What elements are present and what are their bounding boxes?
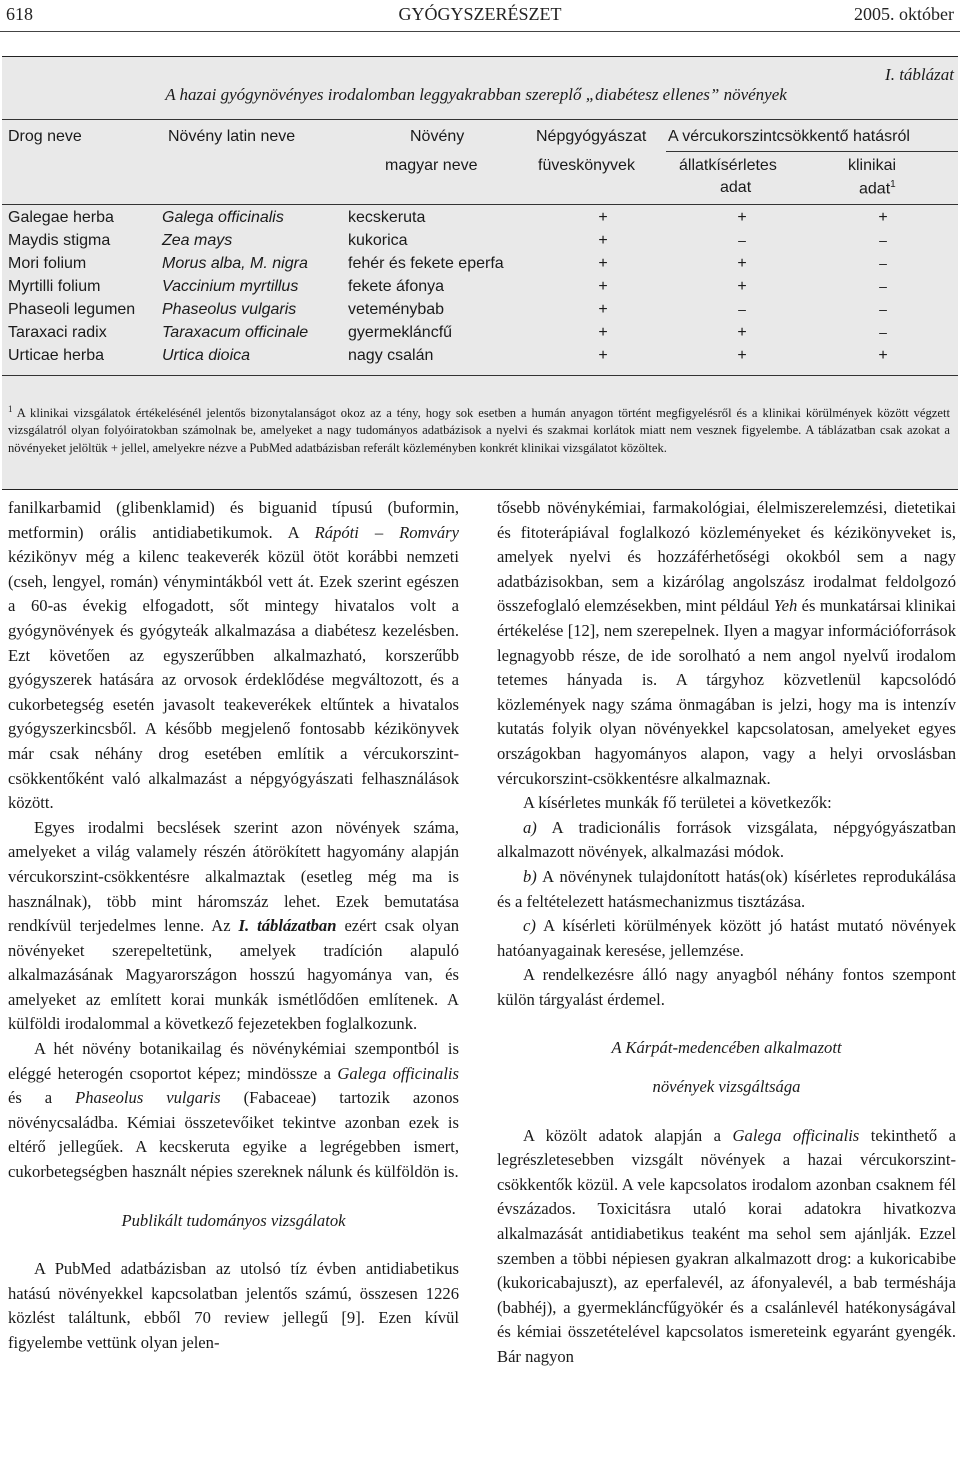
list-item: a) A tradicionális források vizsgálata, népgyógyászatban alkalmazott növények, alkalmazási módok.: [497, 817, 956, 862]
cell-drug: Mori folium: [8, 255, 87, 272]
col-head-folk-2: füveskönyvek: [538, 157, 635, 174]
cell-drug: Maydis stigma: [8, 232, 111, 249]
col-head-plant-2: magyar neve: [385, 157, 478, 174]
cell-clinical: –: [879, 324, 887, 340]
cell-latin: Morus alba, M. nigra: [162, 255, 308, 272]
cell-drug: Myrtilli folium: [8, 278, 101, 295]
paragraph: A kísérletes munkák fő területei a következők:: [523, 793, 832, 813]
right-column: [497, 496, 956, 1370]
cell-folk: +: [598, 255, 608, 272]
cell-clinical: –: [879, 278, 887, 294]
cell-hungarian: fekete áfonya: [348, 278, 445, 295]
cell-drug: Galegae herba: [8, 209, 114, 226]
cell-latin: Galega officinalis: [162, 209, 284, 226]
cell-latin: Zea mays: [162, 232, 233, 249]
cell-animal: +: [737, 209, 747, 226]
cell-animal: –: [738, 232, 746, 248]
section-heading: Publikált tudományos vizsgálatok: [121, 1210, 346, 1230]
cell-drug: Taraxaci radix: [8, 324, 107, 341]
table-rule-head: [2, 204, 958, 205]
col-head-clinical: klinikai: [848, 157, 897, 174]
cell-hungarian: fehér és fekete eperfa: [348, 255, 504, 272]
paragraph: A rendelkezésre álló nagy anyagból néhány fontos szempont külön tárgyalást érdemel.: [497, 965, 956, 1009]
col-head-drug: Drog neve: [8, 128, 82, 145]
issue-date: 2005. október: [854, 4, 954, 24]
paragraph: A közölt adatok alapján a Galega officinalis tekinthető a legrészletesebben vizsgált növények a hazai vércukorszint-csökkentők közül. A vele kapcsolatos irodalom azonban csaknem fél évszázados. Toxicitásra utaló korai adatokra hivatkozva alkalmazását antidiabetikus teaként ma sehol sem ajánlják. Ezzel szemben a többi népiesen gyakran alkalmazott drog: a kukoricabibe (kukoricabajuszt), az eperfalevél, az áfonyalevél, a bab terméshája (babhéj), a gyermekláncfűgyökér és a csalánlevél hatékonyságával és kémiai összetételével kapcsolatos ismereteink egyaránt gyengék. Bár nagyon: [497, 1125, 957, 1366]
cell-hungarian: kecskeruta: [348, 209, 426, 226]
header-rule: [0, 31, 960, 32]
cell-folk: +: [598, 301, 608, 318]
cell-animal: –: [738, 301, 746, 317]
cell-animal: +: [737, 278, 747, 295]
cell-hungarian: gyermekláncfű: [348, 324, 453, 341]
journal-name: GYÓGYSZERÉSZET: [398, 4, 562, 24]
cell-animal: +: [737, 347, 747, 364]
cell-latin: Urtica dioica: [162, 347, 251, 364]
table-1: [2, 56, 958, 490]
cell-drug: Phaseoli legumen: [8, 301, 136, 318]
cell-animal: +: [737, 255, 747, 272]
col-head-latin: Növény latin neve: [168, 128, 296, 145]
cell-latin: Vaccinium myrtillus: [162, 278, 299, 295]
cell-animal: +: [737, 324, 747, 341]
cell-folk: +: [598, 209, 608, 226]
section-heading: A Kárpát-medencében alkalmazott: [611, 1038, 842, 1058]
running-header: [6, 2, 954, 28]
col-head-plant: Növény: [410, 128, 465, 145]
table-rule-top: [2, 119, 958, 120]
col-head-effect: A vércukorszintcsökkentő hatásról: [668, 128, 910, 145]
left-column: [8, 496, 459, 1356]
cell-hungarian: nagy csalán: [348, 347, 434, 364]
cell-folk: +: [598, 347, 608, 364]
section-heading-line-2: növények vizsgáltsága: [652, 1077, 801, 1097]
table-footnote: $^1$ A klinikai vizsgálatok értékelésénél jelentős bizonytalanságot okoz az a tény, hogy sok esetben a humán anyagon történt megfigyelésről és a klinikai körülmények között végzett vizsgálatról olyan folyóiratokban számolnak be, amelyeket a nagy tudományos adatbázisok a nyelvi és szakmai korlátok miatt nem vesznek figyelembe. A táblázatban csak azokat a növényeket jelöltük + jellel, amelyekre nézve a PubMed adatbázisban referált közleményben konkrét klinikai vizsgálatot közöltek.: [8, 404, 950, 455]
cell-folk: +: [598, 232, 608, 249]
cell-clinical: +: [878, 347, 888, 364]
table-title: A hazai gyógynövényes irodalomban leggyakrabban szereplő „diabétesz ellenes” növények: [165, 85, 787, 104]
cell-folk: +: [598, 278, 608, 295]
cell-clinical: +: [878, 209, 888, 226]
paragraph: A hét növény botanikailag és növénykémiai szempontból is eléggé heterogén csoportot képez; mindössze a Galega officinalis és a Phaseolus vulgaris (Fabaceae) tartozik azonos növénycsaládba. Kémiai összetevőiket tekintve azonban ezek is eltérő jellegűek. A kecskeruta egyike a legrégebben ismert, cukorbetegségben használt népies szereknek nálunk és külföldön is.: [8, 1039, 459, 1182]
cell-clinical: –: [879, 232, 887, 248]
col-head-animal: állatkísérletes: [679, 157, 777, 174]
cell-hungarian: kukorica: [348, 232, 408, 249]
effect-subrule: [666, 151, 958, 152]
list-item: b) A növénynek tulajdonított hatás(ok) kísérletes reprodukálása és a feltételezett hatásmechanizmus tisztázása.: [497, 866, 956, 911]
paragraph: tősebb növénykémiai, farmakológiai, élelmiszerelemzési, dietetikai és fitoterápiával foglalkozó közleményeket és kézikönyveket is, amelyek nyelvi és hozzáférhetőségi okokból sem a nagy adatbázisokban, sem a kizárólag angolszász irodalmat feldolgozó összefoglaló elemzésekben, mint például Yeh és munkatársai klinikai értékelése [12], nem szerepelnek. Ilyen a magyar információforrások legnagyobb része, de ide sorolható a nem angol nyelvű irodalom tetemes hányada is. A tárgyhoz közvetlenül kapcsolódó közlemények nagy száma önmagában is jelzi, hogy ma is intenzív kutatás folyik olyan növényekkel kapcsolatosan, amelyeket egyes országokban hagyományos alapon, vagy a helyi orvoslásban vércukorszint-csökkentésre alkalmaznak.: [497, 498, 957, 788]
list-item: c) A kísérleti körülmények között jó hatást mutató növények hatóanyagainak keresése, jellemzése.: [497, 916, 956, 960]
paragraph: Egyes irodalmi becslések szerint azon növények száma, amelyeket a világ valamely részén átörökített hagyomány alapján vércukorszint-csökkentésre alkalmaztak (esetleg még ma is használnak), több mint háromszáz lehet. Ezek bemutatása rendkívül terjedelmes lenne. Az I. táblázatban ezért csak olyan növényeket szerepeltetünk, amelyek tradíción alapuló alkalmazásának Magyarországon hosszú hagyománya van, és amelyeket az említett korai munkák ismétlődően említenek. A külföldi irodalommal a következő fejezetekben foglalkozunk.: [8, 817, 460, 1034]
cell-hungarian: veteménybab: [348, 301, 445, 318]
col-head-clinical-2: adat$^1$: [859, 179, 896, 198]
table-rule-bottom: [2, 375, 958, 376]
col-head-folk: Népgyógyászat: [536, 128, 647, 145]
page-number: 618: [6, 4, 33, 24]
cell-latin: Taraxacum officinale: [162, 324, 309, 341]
cell-folk: +: [598, 324, 608, 341]
cell-clinical: –: [879, 301, 887, 317]
cell-drug: Urticae herba: [8, 347, 105, 364]
table-label: I. táblázat: [885, 65, 954, 84]
paragraph: fanilkarbamid (glibenklamid) és biguanid típusú (buformin, metformin) orális antidiabetikumok. A Rápóti – Romváry kézikönyv még a kilenc teakeverék közül ötöt korábbi nemzeti (cseh, lengyel, román) vénymintákból vett át. Ezek szerint egészen a 60-as évekig elfogadott, sőt mintegy hivatalos volt a gyógynövények és gyógyteák alkalmazása a diabétesz kezelésben. Ezt követően az egyszerűbben alkalmazható, korszerűbb gyógyszerek hatására az orvosok érdeklődése megváltozott, és a cukorbetegség esetén javasolt teakeverékek eltűntek a hivatalos gyógyszerkincsből. A később megjelenő fontosabb kézikönyvek már csak néhány drog esetében említik a vércukorszint-csökkentőként való alkalmazást a népgyógyászati felhasználások között.: [8, 498, 459, 813]
cell-latin: Phaseolus vulgaris: [162, 301, 297, 318]
cell-clinical: –: [879, 255, 887, 271]
col-head-animal-2: adat: [720, 179, 752, 196]
paragraph: A PubMed adatbázisban az utolsó tíz évben antidiabetikus hatású növényekkel kapcsolatban jelentős számú, összesen 1226 közlést találtunk, ebből 70 review jellegű [9]. Ezen kívül figyelembe vettünk olyan jelen-: [8, 1259, 459, 1352]
